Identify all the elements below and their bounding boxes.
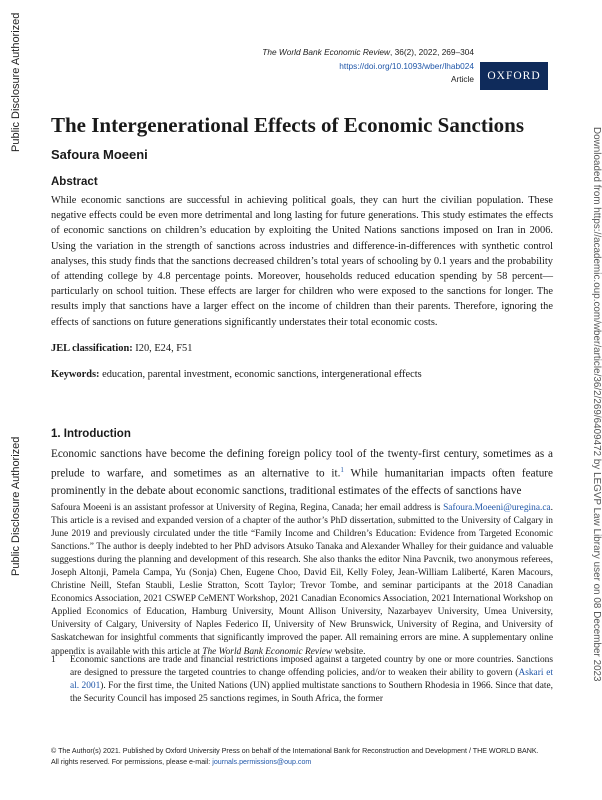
journal-reference: The World Bank Economic Review <box>202 646 333 657</box>
abstract-heading: Abstract <box>51 176 98 188</box>
public-disclosure-label-top: Public Disclosure Authorized <box>10 12 22 152</box>
footnote-part2: ). For the first time, the United Nations (UN) applied multistate sanctions to Southern Rhodesia in 1966. Since that date, the Security Council has imposed 25 sanctions regimes, in South Africa, the former <box>70 681 553 705</box>
jel-classification <box>51 343 192 354</box>
author-email-link[interactable]: Safoura.Moeeni@uregina.ca <box>443 503 551 513</box>
doi-link[interactable]: https://doi.org/10.1093/wber/lhab024 <box>339 60 474 71</box>
introduction-text <box>51 446 553 499</box>
footnote-number: 1 <box>51 655 56 665</box>
download-watermark: Downloaded from https://academic.oup.com/wber/article/36/2/269/6409472 by LEGVP Law Library user on 08 December 2023 <box>591 127 602 682</box>
journal-name: The World Bank Economic Review <box>262 47 391 57</box>
author-note-part2: . This article is a revised and expanded version of a chapter of the author’s PhD dissertation, submitted to the University of Calgary in June 2019 and previously circulated under the title “Family Income and Children’s Education: Evidence from Targeted Economic Sanctions.” The author is deeply indebted to her PhD advisors Atsuko Tanaka and Alexander Whalley for their guidance and valuable suggestions during the planning and development of this research. She also thanks the editor Nina Pavcnik, two anonymous referees, Joseph Altonji, Pamela Campa, Yu (Sonja) Chen, Eugene Choo, David Eil, Kelly Foley, Jean-William Laliberté, Karen Macours, Christine Neill, Stefan Staubli, Leslie Stratton, Scott Taylor; Trevor Tombe, and seminar participants at the 2018 Canadian Economics Association, 2021 CSWEP CeMENT Workshop, 2021 Canadian Economics Association, 2021 International Workshop on Applied Economics of Education, Hamburg University, Mount Allison University, Nazarbayev University, Umea University, University of Calgary, University of Naples Federico II, University of New Brunswick, University of Regina, and University of Saskatchewan for insightful comments that significantly improved the paper. All remaining errors are mine. A supplementary online appendix is available with this article at <box>51 503 553 657</box>
keywords-label: Keywords: <box>51 369 100 380</box>
journal-volume: , 36(2), 2022, 269–304 <box>390 47 474 57</box>
author-note <box>51 502 553 659</box>
journal-citation <box>262 46 474 60</box>
keywords <box>51 369 422 380</box>
jel-label: JEL classification: <box>51 343 133 354</box>
public-disclosure-label-bottom: Public Disclosure Authorized <box>10 436 22 576</box>
oxford-logo: OXFORD <box>480 62 548 90</box>
copyright-footer <box>51 746 571 768</box>
article-type: Article <box>450 74 474 84</box>
copyright-line: © The Author(s) 2021. Published by Oxford University Press on behalf of the International Bank for Reconstruction and Development / THE WORLD BANK. <box>51 747 539 755</box>
permissions-text: All rights reserved. For permissions, please e-mail: <box>51 758 213 766</box>
footnote-part1: Economic sanctions are trade and financial restrictions imposed against a targeted country by one or more countries. Sanctions are designed to pressure the targeted countries to change offending policies, and/or to weaken their ability to govern ( <box>70 655 553 679</box>
section-heading-introduction: 1. Introduction <box>51 428 131 440</box>
article-title: The Intergenerational Effects of Economic Sanctions <box>51 113 525 137</box>
author-name: Safoura Moeeni <box>51 147 148 162</box>
keywords-list: education, parental investment, economic sanctions, intergenerational effects <box>99 369 422 380</box>
citation-link[interactable]: Askari et al. 2001 <box>70 668 553 692</box>
abstract-text: While economic sanctions are successful in achieving political goals, they can hurt the civilian population. These negative effects could be even more detrimental and long lasting for future generations. This study estimates the effects of economic sanctions on children’s education by exploiting the United Nations sanctions imposed on Iran in 2006. Using the variation in the strength of sanctions across industries and difference-in-differences with synthetic control analyses, this study finds that the sanctions decreased children’s total years of schooling by 0.1 years and the probability of attending college by 4.8 percentage points. Moreover, households reduced education spending by 58 percent—particularly on school tuition. These effects are larger for children who were exposed to the sanctions for longer. The results imply that sanctions have a larger effect on the income of children than their parents. Therefore, ignoring the effects of sanctions on future generations significantly understates their total economic costs. <box>51 195 553 328</box>
jel-codes: I20, E24, F51 <box>132 343 193 354</box>
footnote-1 <box>51 654 553 706</box>
author-note-part3: website. <box>332 646 366 657</box>
permissions-line <box>51 757 571 768</box>
author-note-part1: Safoura Moeeni is an assistant professor at University of Regina, Regina, Canada; her email address is <box>51 503 444 513</box>
footnote-text <box>70 654 553 706</box>
intro-text-end: While humanitarian impacts often feature prominently in the debate about economic sanctions, traditional estimates of the effects of sanctions have <box>51 468 553 497</box>
permissions-email-link[interactable]: journals.permissions@oup.com <box>212 758 312 766</box>
footnote-ref-1[interactable]: 1 <box>340 466 344 475</box>
journal-header <box>262 46 474 87</box>
intro-text-start: Economic sanctions have become the defining foreign policy tool of the twenty-first century, sometimes as a prelude to warfare, and sometimes as an alternative to it. <box>51 448 553 481</box>
